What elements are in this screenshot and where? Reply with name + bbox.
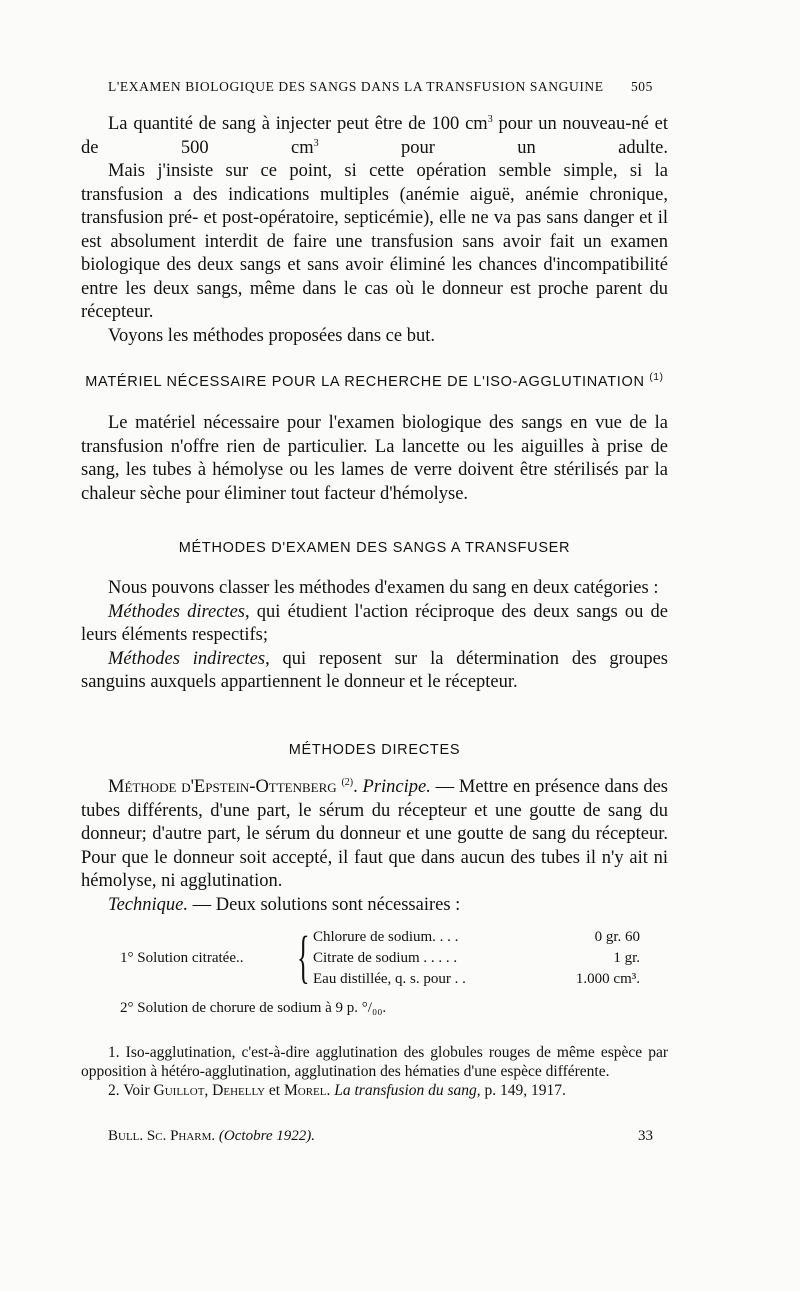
section-2-paragraph-3: Méthodes indirectes, qui reposent sur la détermination des groupes sanguins auxquels appartiennent le donneur et le récepteur. [81, 648, 668, 692]
section-1-paragraph: Le matériel nécessaire pour l'examen biologique des sangs en vue de la transfusion n'offre rien de particulier. La lancette ou les aiguilles à prise de sang, les tubes à hémolyse ou les lames de verre doivent être stérilisés par la chaleur sèche pour éliminer tout facteur d'hémolyse. [81, 413, 668, 504]
running-title: L'EXAMEN BIOLOGIQUE DES SANGS DANS LA TRANSFUSION SANGUINE [108, 79, 604, 94]
formula-row: Eau distillée, q. s. pour . . 1.000 cm³. [313, 971, 640, 987]
section-2-paragraph-2: Méthodes directes, qui étudient l'action réciproque des deux sangs ou de leurs éléments respectifs; [81, 601, 668, 645]
intro-paragraph-1: La quantité de sang à injecter peut être de 100 $cm^3$ pour un nouveau-né et de 500 $cm^3$ pour un adulte. [81, 113, 668, 158]
section-heading-materiel: MATÉRIEL NÉCESSAIRE POUR LA RECHERCHE DE L'ISO-AGGLUTINATION $^{(1)}$ [85, 372, 664, 390]
signature-mark: 33 [638, 1128, 653, 1144]
footnotes [81, 1043, 668, 1100]
journal-date: (Octobre 1922). [218, 1128, 316, 1144]
footnote-1: 1. Iso-agglutination, c'est-à-dire agglutination des globules rouges de même espèce par opposition à hétéro-agglutination, agglutination des hématies d'une espèce différente. [81, 1044, 668, 1080]
formula-row: Chlorure de sodium. . . . 0 gr. 60 [313, 929, 640, 945]
section-heading-methodes-directes: MÉTHODES DIRECTES [288, 742, 461, 758]
section-1-block [81, 412, 668, 506]
solution-formula [120, 924, 640, 993]
solution-2-line: 2° Solution de chorure de sodium à 9 p. °/₀₀. [120, 1000, 387, 1016]
footnote-2: 2. Voir Guillot, Dehelly et Morel. La transfusion du sang, p. 149, 1917. [108, 1082, 566, 1099]
page-number: 505 [630, 79, 653, 94]
running-header [108, 79, 653, 95]
solution-1-label: 1° Solution citratée.. [120, 950, 244, 966]
section-heading-methodes-examen: MÉTHODES D'EXAMEN DES SANGS A TRANSFUSER [178, 540, 571, 556]
section-2-paragraph-1: Nous pouvons classer les méthodes d'examen du sang en deux catégories : [108, 578, 659, 598]
section-3-paragraph-2: Technique. — Deux solutions sont nécessaires : [108, 894, 461, 915]
formula-row: Citrate de sodium . . . . . 1 gr. [313, 950, 640, 966]
left-brace: { [297, 924, 310, 989]
intro-paragraph-2: Mais j'insiste sur ce point, si cette opération semble simple, si la transfusion a des indications multiples (anémie aiguë, anémie chronique, transfusion pré- et post-opératoire, septicémie), elle ne va pas sans danger et il est absolument interdit de faire une transfusion sans avoir fait un examen biologique des deux sangs et sans avoir éliminé les chances d'incompatibilité entre les deux sangs, même dans le cas où le donneur est proche parent du récepteur. [81, 161, 668, 322]
section-3-paragraph-1: Méthode d'Epstein-Ottenberg $^{(2)}$. Principe. — Mettre en présence dans des tubes différents, d'une part, le sérum du récepteur et une goutte de sang du donneur; d'autre part, le sérum du donneur et une goutte de sang du récepteur. Pour que le donneur soit accepté, il faut que dans aucun des tubes il n'y ait ni hémolyse, ni agglutination. [81, 776, 668, 891]
page-footer [108, 1128, 653, 1145]
intro-paragraph-3: Voyons les méthodes proposées dans ce but. [108, 325, 435, 346]
journal-name: Bull. Sc. Pharm. [108, 1128, 216, 1144]
section-2-block [81, 577, 668, 695]
section-3-block [81, 776, 668, 917]
intro-block [81, 113, 668, 348]
